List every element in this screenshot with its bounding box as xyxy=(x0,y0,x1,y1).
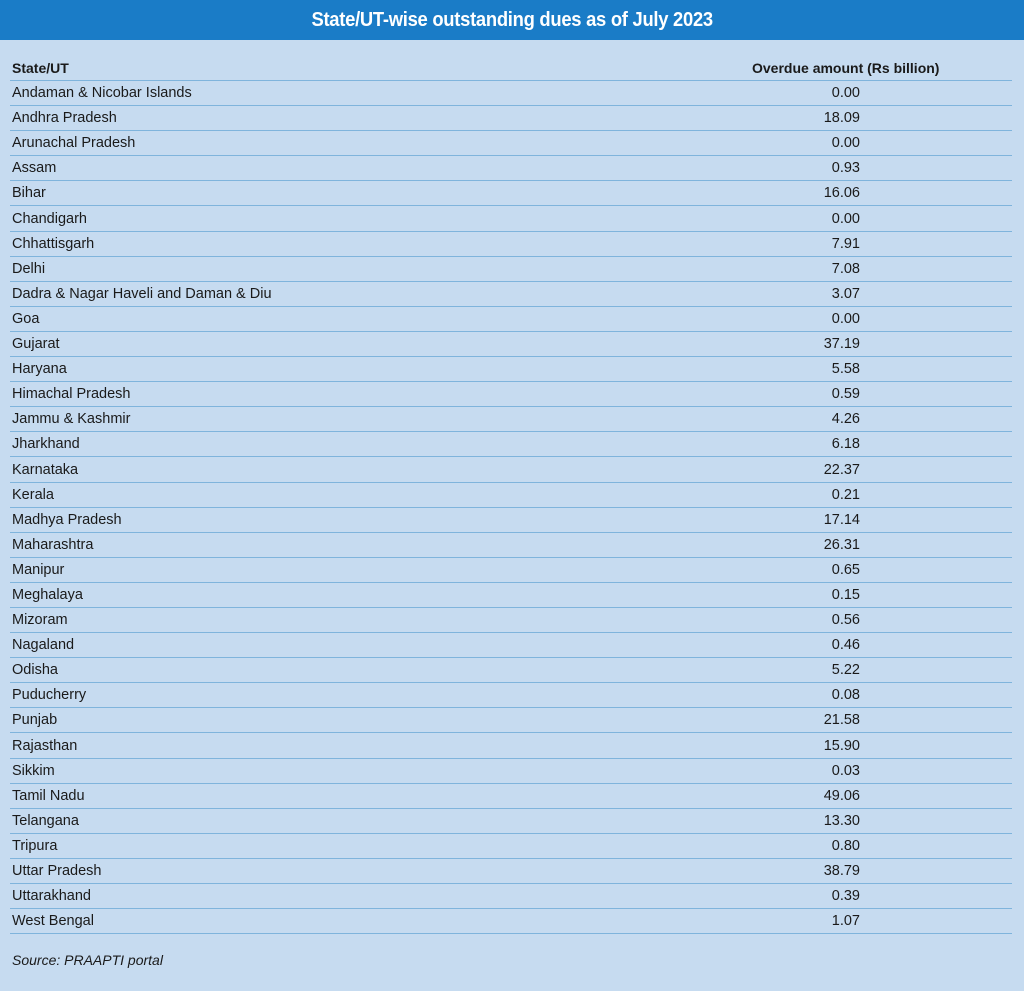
overdue-amount-cell: 0.00 xyxy=(831,310,860,327)
overdue-amount-cell: 5.58 xyxy=(831,361,860,378)
overdue-amount-cell: 17.14 xyxy=(823,511,860,528)
state-name-cell: Dadra & Nagar Haveli and Daman & Diu xyxy=(12,285,272,302)
table-row xyxy=(10,608,1012,633)
state-name-cell: Tamil Nadu xyxy=(12,787,85,804)
state-name-cell: Bihar xyxy=(12,185,46,202)
table-header-row xyxy=(10,56,1012,81)
state-name-cell: Telangana xyxy=(12,812,79,829)
overdue-amount-cell: 0.15 xyxy=(831,586,860,603)
overdue-amount-cell: 7.08 xyxy=(831,260,860,277)
state-name-cell: Chhattisgarh xyxy=(12,235,95,252)
overdue-amount-cell: 38.79 xyxy=(823,863,860,879)
state-name-cell: Kerala xyxy=(12,486,54,503)
table-row xyxy=(10,809,1012,834)
table-body xyxy=(10,81,1012,934)
table-row xyxy=(10,382,1012,407)
state-name-cell: Andhra Pradesh xyxy=(12,110,117,127)
table-row xyxy=(10,282,1012,307)
overdue-amount-cell: 0.80 xyxy=(831,837,860,854)
state-name-cell: Goa xyxy=(12,310,40,327)
state-name-cell: Mizoram xyxy=(12,612,68,629)
table-row xyxy=(10,407,1012,432)
state-name-cell: Arunachal Pradesh xyxy=(12,135,136,152)
state-name-cell: Jharkhand xyxy=(12,436,80,453)
table-row xyxy=(10,81,1012,106)
table-row xyxy=(10,156,1012,181)
overdue-amount-cell: 16.06 xyxy=(823,185,860,202)
overdue-amount-cell: 26.31 xyxy=(823,536,860,553)
table-row xyxy=(10,583,1012,608)
state-name-cell: Odisha xyxy=(12,662,58,679)
overdue-amount-cell: 0.59 xyxy=(831,386,860,403)
state-name-cell: Andaman & Nicobar Islands xyxy=(12,85,192,102)
table-row xyxy=(10,633,1012,658)
table-row xyxy=(10,859,1012,884)
column-header-amount: Overdue amount (Rs billion) xyxy=(752,60,940,76)
state-name-cell: Chandigarh xyxy=(12,210,87,227)
state-name-cell: Uttar Pradesh xyxy=(12,863,102,879)
table-row xyxy=(10,533,1012,558)
state-name-cell: Uttarakhand xyxy=(12,888,91,905)
table-row xyxy=(10,483,1012,508)
state-name-cell: Assam xyxy=(12,160,57,177)
state-name-cell: Meghalaya xyxy=(12,586,83,603)
table-row xyxy=(10,834,1012,859)
title-bar xyxy=(0,0,1024,40)
dues-table xyxy=(10,56,1012,934)
table-row xyxy=(10,181,1012,206)
table-row xyxy=(10,131,1012,156)
state-name-cell: Punjab xyxy=(12,712,58,729)
table-row xyxy=(10,508,1012,533)
overdue-amount-cell: 0.56 xyxy=(831,612,860,629)
table-row xyxy=(10,307,1012,332)
overdue-amount-cell: 18.09 xyxy=(823,110,860,127)
overdue-amount-cell: 0.65 xyxy=(831,561,860,578)
overdue-amount-cell: 5.22 xyxy=(831,662,860,679)
table-row xyxy=(10,658,1012,683)
overdue-amount-cell: 22.37 xyxy=(823,461,860,478)
overdue-amount-cell: 0.21 xyxy=(831,486,860,503)
state-name-cell: Karnataka xyxy=(12,461,79,478)
table-row xyxy=(10,357,1012,382)
overdue-amount-cell: 7.91 xyxy=(831,235,860,252)
state-name-cell: Sikkim xyxy=(12,762,55,779)
state-name-cell: Rajasthan xyxy=(12,737,78,754)
table-row xyxy=(10,232,1012,257)
table-row xyxy=(10,558,1012,583)
state-name-cell: Tripura xyxy=(12,837,58,854)
table-row xyxy=(10,708,1012,733)
overdue-amount-cell: 4.26 xyxy=(831,411,860,428)
table-row xyxy=(10,332,1012,357)
table-row xyxy=(10,106,1012,131)
state-name-cell: Nagaland xyxy=(12,637,75,654)
overdue-amount-cell: 6.18 xyxy=(831,436,860,453)
overdue-amount-cell: 0.00 xyxy=(831,85,860,102)
table-row xyxy=(10,257,1012,282)
state-name-cell: Jammu & Kashmir xyxy=(12,411,131,428)
table-row xyxy=(10,759,1012,784)
overdue-amount-cell: 0.08 xyxy=(831,687,860,704)
state-name-cell: West Bengal xyxy=(12,913,94,930)
overdue-amount-cell: 0.93 xyxy=(831,160,860,177)
state-name-cell: Gujarat xyxy=(12,336,60,353)
overdue-amount-cell: 21.58 xyxy=(823,712,860,729)
table-row xyxy=(10,683,1012,708)
source-note: Source: PRAAPTI portal xyxy=(12,952,163,968)
table-row xyxy=(10,884,1012,909)
table-row xyxy=(10,457,1012,482)
column-header-state: State/UT xyxy=(12,60,69,76)
state-name-cell: Himachal Pradesh xyxy=(12,386,131,403)
overdue-amount-cell: 0.03 xyxy=(831,762,860,779)
overdue-amount-cell: 0.39 xyxy=(831,888,860,905)
page-title: State/UT-wise outstanding dues as of July 2023 xyxy=(311,8,713,31)
overdue-amount-cell: 13.30 xyxy=(823,812,860,829)
state-name-cell: Puducherry xyxy=(12,687,87,704)
state-name-cell: Delhi xyxy=(12,260,46,277)
overdue-amount-cell: 0.00 xyxy=(831,135,860,152)
table-row xyxy=(10,733,1012,758)
state-name-cell: Manipur xyxy=(12,561,65,578)
overdue-amount-cell: 49.06 xyxy=(823,787,860,804)
table-row xyxy=(10,909,1012,934)
overdue-amount-cell: 1.07 xyxy=(831,913,860,930)
state-name-cell: Haryana xyxy=(12,361,67,378)
table-row xyxy=(10,432,1012,457)
table-row xyxy=(10,206,1012,231)
overdue-amount-cell: 0.00 xyxy=(831,210,860,227)
state-name-cell: Maharashtra xyxy=(12,536,94,553)
overdue-amount-cell: 0.46 xyxy=(831,637,860,654)
overdue-amount-cell: 15.90 xyxy=(823,737,860,754)
overdue-amount-cell: 37.19 xyxy=(823,336,860,353)
table-row xyxy=(10,784,1012,809)
overdue-amount-cell: 3.07 xyxy=(831,285,860,302)
state-name-cell: Madhya Pradesh xyxy=(12,511,122,528)
